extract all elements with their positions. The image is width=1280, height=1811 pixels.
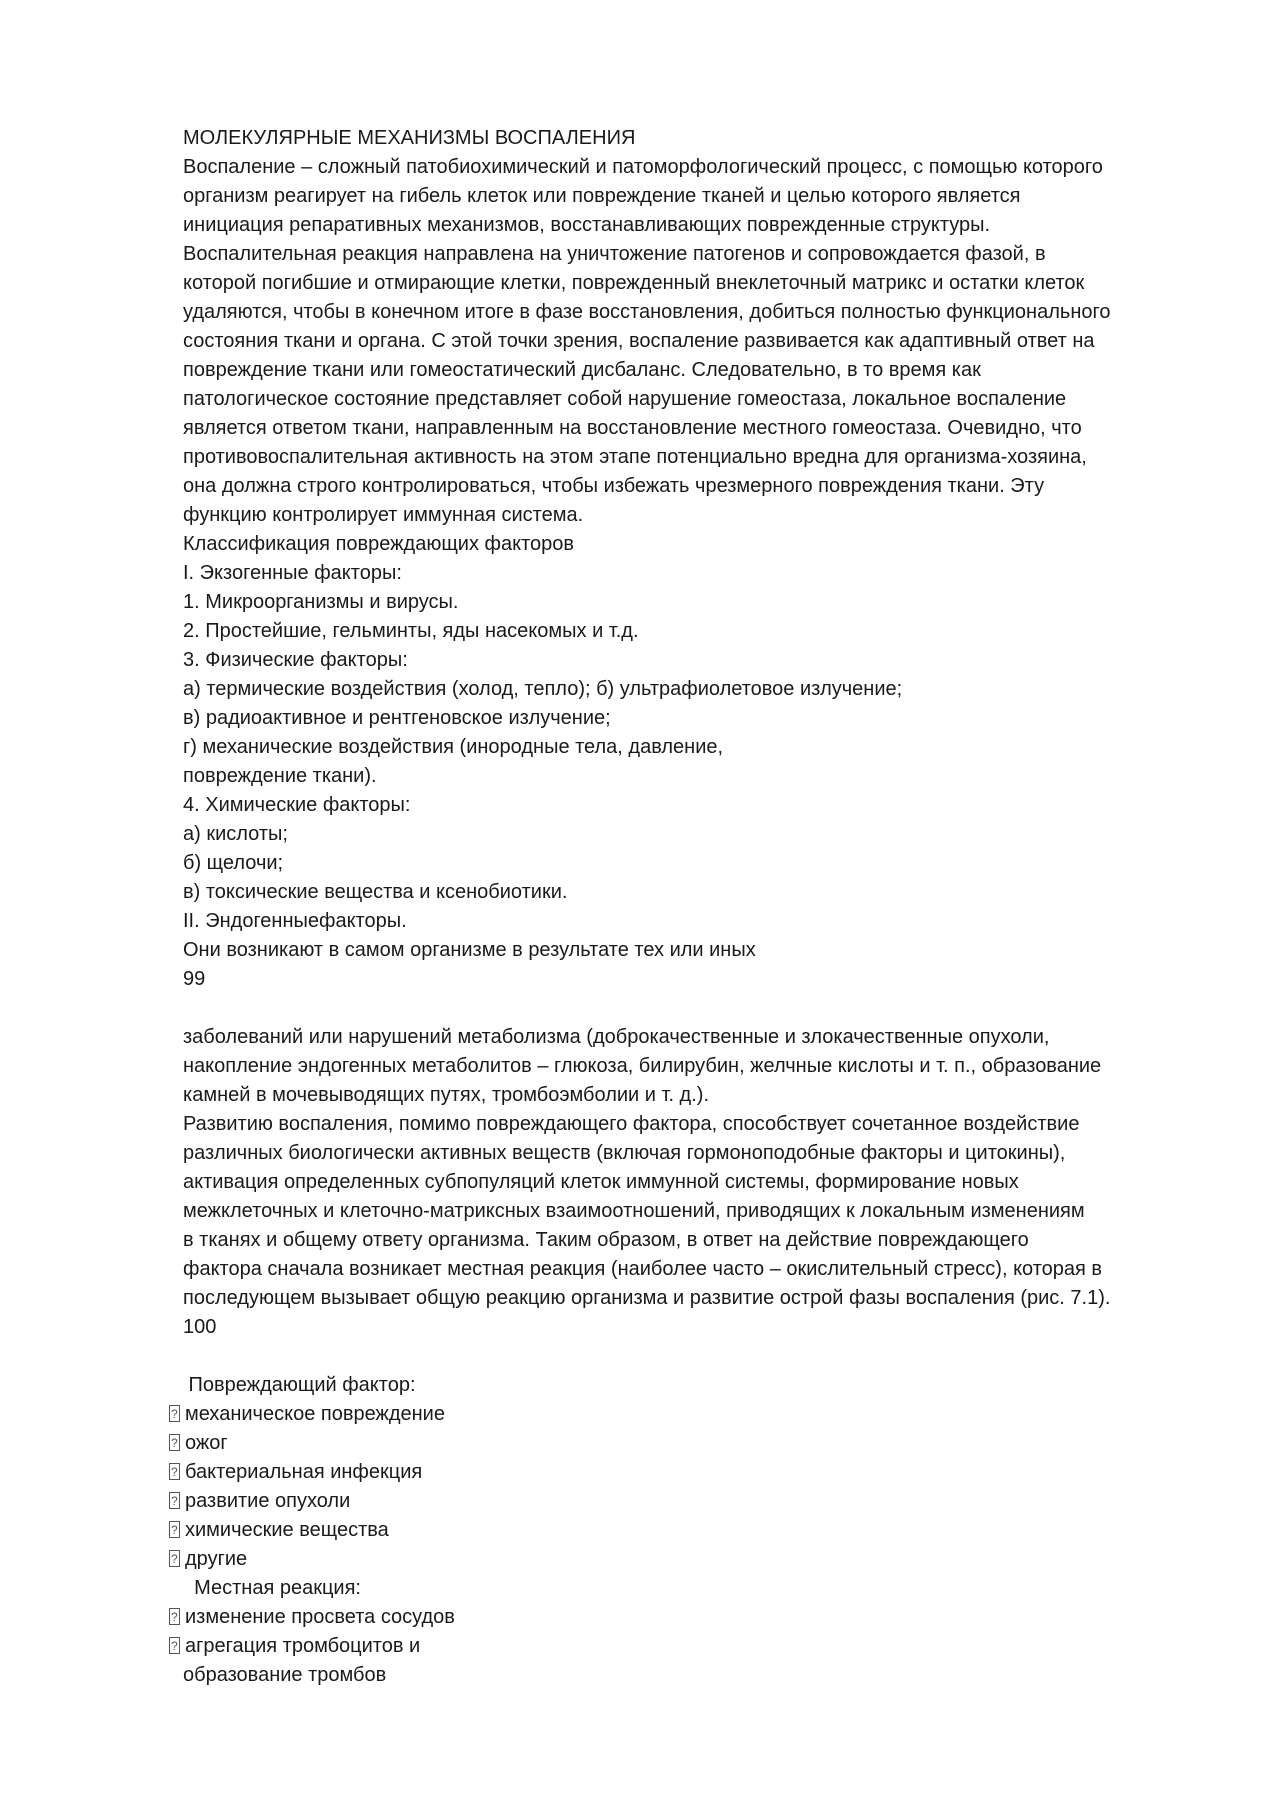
text-line: противовоспалительная активность на этом этапе потенциально вредна для организма-хозяина, [183,446,1087,468]
list-heading: II. Эндогенныефакторы. [183,910,407,932]
doc-title: МОЛЕКУЛЯРНЫЕ МЕХАНИЗМЫ ВОСПАЛЕНИЯ [183,127,636,149]
text-line: состояния ткани и органа. С этой точки зрения, воспаление развивается как адаптивный ответ на [183,330,1095,352]
section-heading: Классификация повреждающих факторов [183,533,575,555]
missing-glyph-icon [169,1637,180,1654]
section-part1 [183,124,1213,994]
list-item: повреждение ткани). [183,765,377,787]
text-line: различных биологически активных веществ (включая гормоноподобные факторы и цитокины), [183,1142,1066,1164]
damaging-factor-heading: Повреждающий фактор: [183,1374,416,1396]
text-line: повреждение ткани или гомеостатический дисбаланс. Следовательно, в то время как [183,359,981,381]
text-line: Воспалительная реакция направлена на уничтожение патогенов и сопровождается фазой, в [183,243,1046,265]
section-local-reaction [183,1574,1213,1690]
text-line: камней в мочевыводящих путях, тромбоэмболии и т. д.). [183,1084,709,1106]
list-item: 4. Химические факторы: [183,794,411,816]
text-line: Развитию воспаления, помимо повреждающего фактора, способствует сочетанное воздействие [183,1113,1080,1135]
section-damaging-factors [183,1371,1213,1574]
list-item: ?бактериальная инфекция [169,1458,1213,1487]
list-item: ?изменение просвета сосудов [169,1603,1213,1632]
text-line: которой погибшие и отмирающие клетки, поврежденный внеклеточный матрикс и остатки клеток [183,272,1085,294]
text-line: инициация репаративных механизмов, восстанавливающих поврежденные структуры. [183,214,991,236]
text-line: образование тромбов [183,1664,387,1686]
missing-glyph-icon [169,1608,180,1625]
list-item: 3. Физические факторы: [183,649,408,671]
missing-glyph-icon [169,1550,180,1567]
missing-glyph-icon [169,1405,180,1422]
page-number: 99 [183,968,206,990]
list-item: в) радиоактивное и рентгеновское излучение; [183,707,611,729]
list-item: ?агрегация тромбоцитов и [169,1632,1213,1661]
list-item: а) кислоты; [183,823,288,845]
list-item: ?другие [169,1545,1213,1574]
text-line: последующем вызывает общую реакцию организма и развитие острой фазы воспаления (рис. 7.1). [183,1287,1111,1309]
text-line: Они возникают в самом организме в результате тех или иных [183,939,756,961]
text-line: Воспаление – сложный патобиохимический и патоморфологический процесс, с помощью которого [183,156,1103,178]
list-item: б) щелочи; [183,852,284,874]
document-page [183,124,1213,1690]
list-item: ?механическое повреждение [169,1400,1213,1429]
text-line: она должна строго контролироваться, чтобы избежать чрезмерного повреждения ткани. Эту [183,475,1045,497]
list-heading: I. Экзогенные факторы: [183,562,402,584]
list-item: г) механические воздействия (инородные тела, давление, [183,736,724,758]
list-item: а) термические воздействия (холод, тепло); б) ультрафиолетовое излучение; [183,678,903,700]
text-line: активация определенных субпопуляций клеток иммунной системы, формирование новых [183,1171,1019,1193]
text-line: является ответом ткани, направленным на восстановление местного гомеостаза. Очевидно, что [183,417,1082,439]
local-reaction-heading: Местная реакция: [183,1577,361,1599]
list-item: 2. Простейшие, гельминты, яды насекомых и т.д. [183,620,639,642]
text-line: межклеточных и клеточно-матриксных взаимоотношений, приводящих к локальным изменениям [183,1200,1085,1222]
text-line: функцию контролирует иммунная система. [183,504,584,526]
blank-line [183,1342,1213,1371]
missing-glyph-icon [169,1492,180,1509]
text-line: заболеваний или нарушений метаболизма (доброкачественные и злокачественные опухоли, [183,1026,1050,1048]
missing-glyph-icon [169,1521,180,1538]
list-item: 1. Микроорганизмы и вирусы. [183,591,459,613]
list-item: ?ожог [169,1429,1213,1458]
missing-glyph-icon [169,1434,180,1451]
page-number: 100 [183,1316,217,1338]
text-line: фактора сначала возникает местная реакция (наиболее часто – окислительный стресс), которая в [183,1258,1103,1280]
text-line: накопление эндогенных метаболитов – глюкоза, билирубин, желчные кислоты и т. п., образование [183,1055,1102,1077]
text-line: патологическое состояние представляет собой нарушение гомеостаза, локальное воспаление [183,388,1067,410]
blank-line [183,994,1213,1023]
text-line: в тканях и общему ответу организма. Таким образом, в ответ на действие повреждающего [183,1229,1029,1251]
text-line: организм реагирует на гибель клеток или повреждение тканей и целью которого является [183,185,1021,207]
missing-glyph-icon [169,1463,180,1480]
list-item: ?химические вещества [169,1516,1213,1545]
text-line: удаляются, чтобы в конечном итоге в фазе восстановления, добиться полностью функционального [183,301,1111,323]
list-item: ?развитие опухоли [169,1487,1213,1516]
section-part2 [183,1023,1213,1342]
list-item: в) токсические вещества и ксенобиотики. [183,881,568,903]
